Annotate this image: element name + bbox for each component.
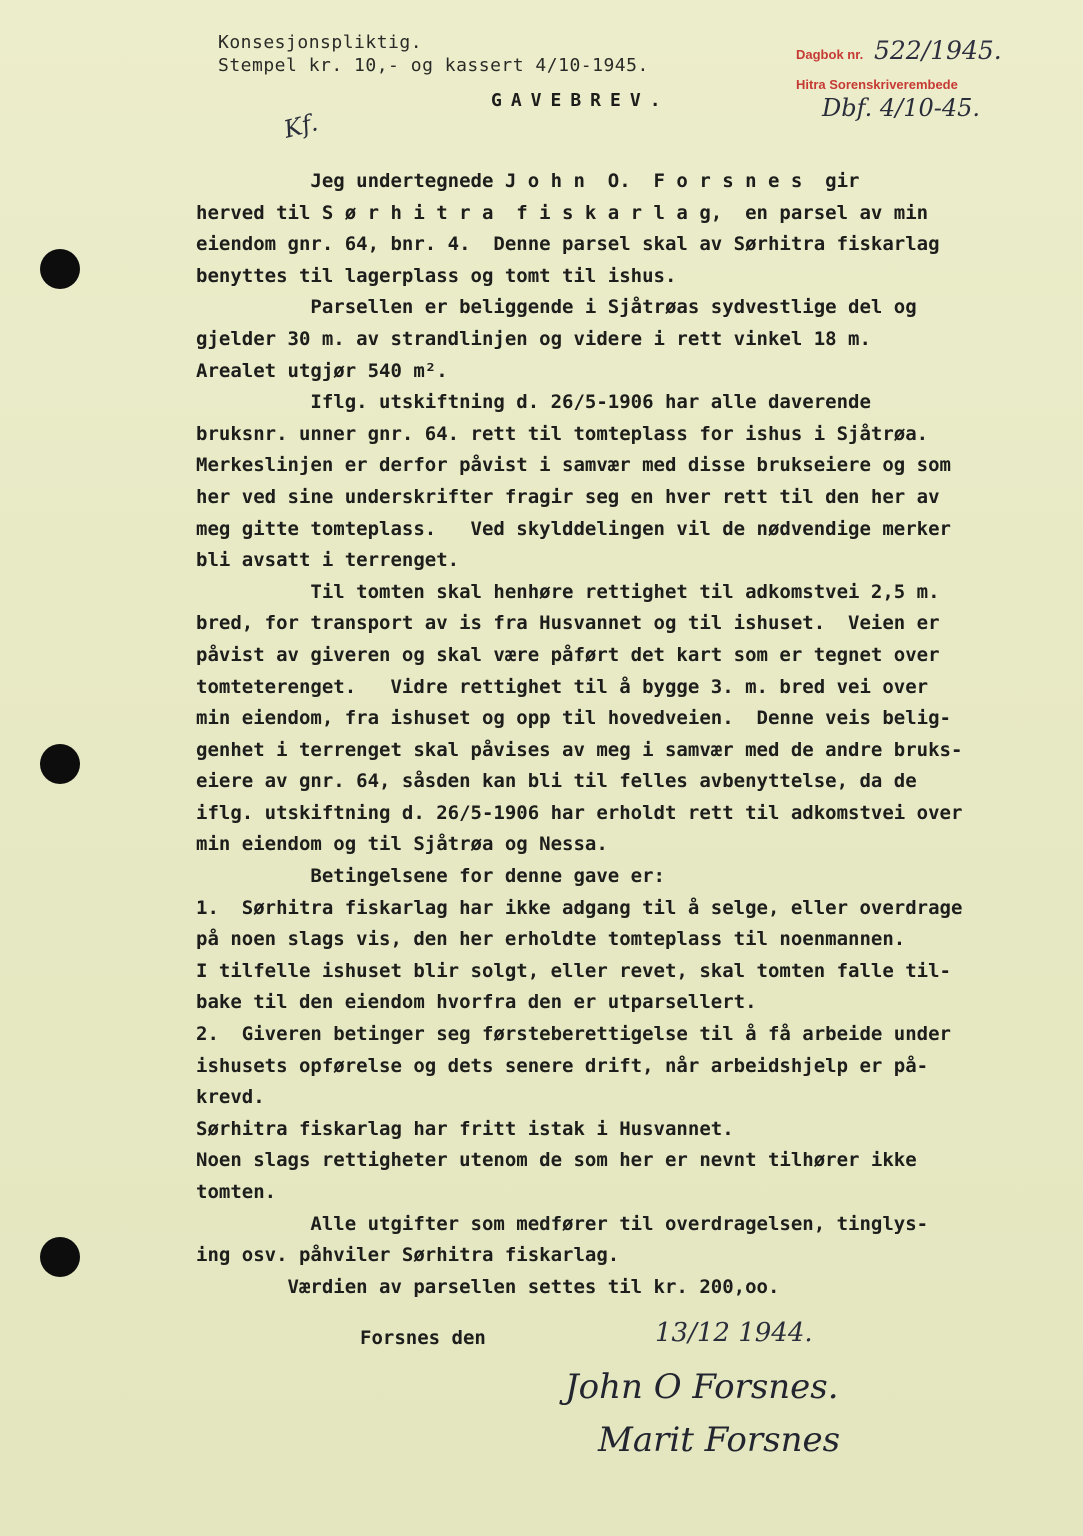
punch-hole	[40, 249, 80, 289]
body-line: Noen slags rettigheter utenom de som her er nevnt tilhører ikke	[196, 1149, 917, 1172]
body-line: tomten.	[196, 1181, 277, 1203]
body-line: Arealet utgjør 540 m².	[196, 359, 448, 382]
header-line-2: Stempel kr. 10,- og kassert 4/10-1945.	[218, 55, 649, 76]
body-line: bli avsatt i terrenget.	[196, 549, 460, 572]
margin-mark: Kf.	[281, 108, 321, 144]
body-line: Parsellen er beliggende i Sjåtrøas sydvestlige del og	[196, 296, 917, 319]
body-line: 2. Giveren betinger seg førsteberettigelse til å få arbeide under	[196, 1023, 951, 1046]
body-line: bake til den eiendom hvorfra den er utparsellert.	[196, 991, 757, 1014]
body-line: på noen slags vis, den her erholdte tomteplass til noenmannen.	[196, 928, 906, 951]
body-line: herved til S ø r h i t r a f i s k a r l a g, en parsel av min	[196, 201, 929, 224]
body-line: påvist av giveren og skal være påført det kart som er tegnet over	[196, 643, 940, 666]
body-line: her ved sine underskrifter fragir seg en hver rett til den her av	[196, 485, 940, 508]
body-line: Iflg. utskiftning d. 26/5-1906 har alle daverende	[196, 391, 871, 414]
body-line: Sørhitra fiskarlag har fritt istak i Husvannet.	[196, 1117, 734, 1140]
body-line: tomteterenget. Vidre rettighet til å bygge 3. m. bred vei over	[196, 675, 929, 698]
stamp-office: Hitra Sorenskriverembede	[796, 77, 958, 92]
body-line: Jeg undertegnede J o h n O. F o r s n e s gir	[196, 170, 860, 192]
body-line: Merkeslinjen er derfor påvist i samvær med disse brukseiere og som	[196, 454, 951, 477]
body-line: eiere av gnr. 64, såsden kan bli til felles avbenyttelse, da de	[196, 770, 917, 793]
header-line-1: Konsesjonspliktig.	[218, 32, 423, 53]
body-line: eiendom gnr. 64, bnr. 4. Denne parsel skal av Sørhitra fiskarlag	[196, 233, 940, 256]
stamp-number: 522/1945.	[874, 36, 1002, 65]
stamp-annotation: Dbf. 4/10-45.	[822, 94, 981, 122]
body-line: Værdien av parsellen settes til kr. 200,oo.	[196, 1275, 780, 1298]
body-line: Til tomten skal henhøre rettighet til adkomstvei 2,5 m.	[196, 580, 940, 603]
body-line: genhet i terrenget skal påvises av meg i samvær med de andre bruks-	[196, 738, 963, 761]
body-line: iflg. utskiftning d. 26/5-1906 har erholdt rett til adkomstvei over	[196, 801, 963, 824]
body-line: bred, for transport av is fra Husvannet og til ishuset. Veien er	[196, 612, 940, 635]
body-line: ishusets opførelse og dets senere drift, når arbeidshjelp er på-	[196, 1054, 929, 1077]
document-body	[196, 166, 1076, 1303]
place-label: Forsnes den	[360, 1327, 486, 1349]
body-line: 1. Sørhitra fiskarlag har ikke adgang til å selge, eller overdrage	[196, 896, 963, 919]
body-line: min eiendom og til Sjåtrøa og Nessa.	[196, 833, 608, 856]
signature-marit: Marit Forsnes	[598, 1420, 841, 1460]
body-line: Betingelsene for denne gave er:	[196, 865, 665, 888]
body-line: Alle utgifter som medfører til overdragelsen, tinglys-	[196, 1212, 929, 1235]
punch-hole	[40, 1237, 80, 1277]
body-line: bruksnr. unner gnr. 64. rett til tomteplass for ishus i Sjåtrøa.	[196, 422, 929, 445]
document-title: GAVEBREV.	[491, 90, 670, 111]
body-line: gjelder 30 m. av strandlinjen og videre i rett vinkel 18 m.	[196, 327, 871, 350]
stamp-label: Dagbok nr.	[796, 47, 864, 62]
body-line: I tilfelle ishuset blir solgt, eller revet, skal tomten falle til-	[196, 959, 951, 982]
signature-john: John O Forsnes.	[565, 1367, 839, 1407]
body-line: ing osv. påhviler Sørhitra fiskarlag.	[196, 1244, 620, 1267]
punch-hole	[40, 744, 80, 784]
body-line: benyttes til lagerplass og tomt til ishus.	[196, 264, 677, 287]
body-line: krevd.	[196, 1086, 265, 1109]
handwritten-date: 13/12 1944.	[655, 1318, 813, 1348]
body-line: min eiendom, fra ishuset og opp til hovedveien. Denne veis belig-	[196, 707, 951, 730]
body-line: meg gitte tomteplass. Ved skylddelingen vil de nødvendige merker	[196, 517, 951, 540]
